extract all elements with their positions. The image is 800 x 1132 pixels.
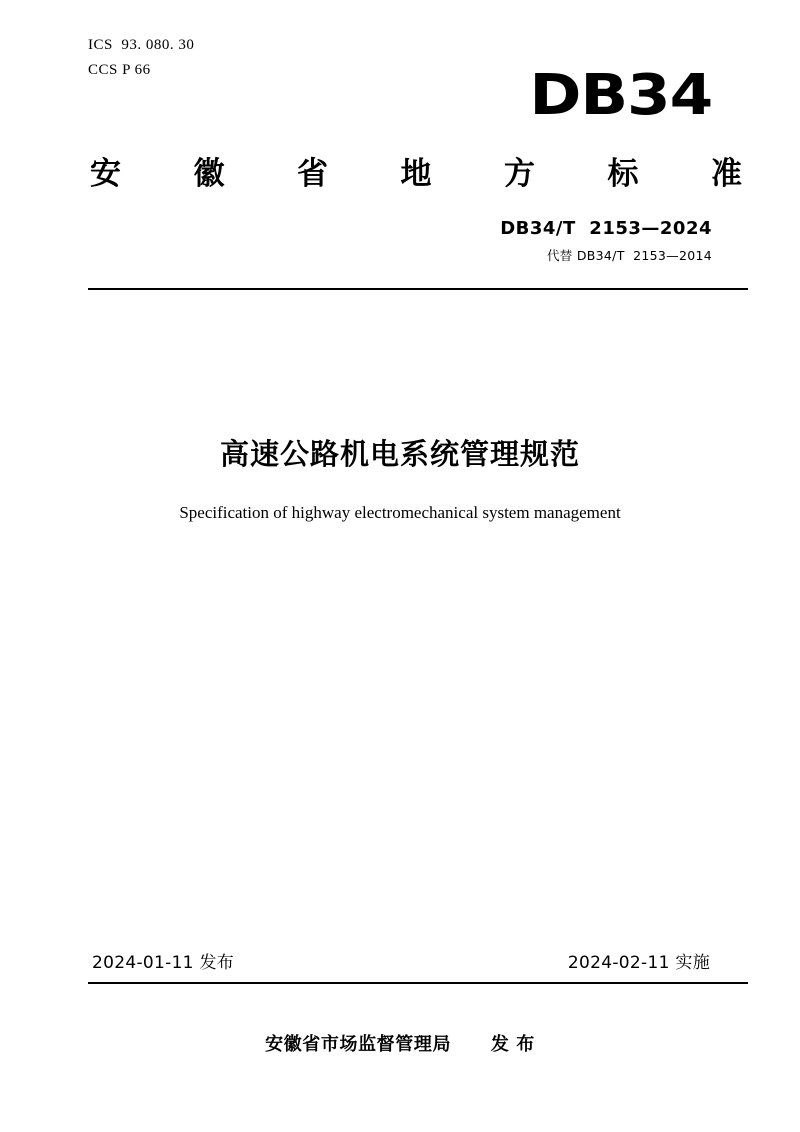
implementation-date: 2024-02-11 实施 <box>567 953 710 973</box>
std-title-char-4: 方 <box>504 156 535 192</box>
publisher-line <box>0 1030 800 1056</box>
std-title-char-5: 标 <box>607 156 639 192</box>
std-title-char-1: 徽 <box>193 156 225 192</box>
ics-code-line: ICS 93. 080. 30 <box>88 37 195 53</box>
divider-top <box>88 288 748 290</box>
publisher-publish-word: 发 布 <box>490 1034 535 1055</box>
standard-number-block <box>500 218 712 264</box>
std-title-char-3: 地 <box>400 156 432 192</box>
publisher-name: 安徽省市场监督管理局 <box>265 1034 452 1055</box>
document-title-english: Specification of highway electromechanical system management <box>179 503 621 522</box>
std-title-char-2: 省 <box>297 156 328 192</box>
db34-logo: DB34 <box>529 63 712 128</box>
standard-replaces: 代替 DB34/T 2153—2014 <box>547 248 712 263</box>
document-title-chinese: 高速公路机电系统管理规范 <box>219 437 580 471</box>
standard-number: DB34/T 2153—2024 <box>500 218 712 239</box>
standard-type-title <box>88 148 748 193</box>
std-title-char-6: 准 <box>711 156 742 192</box>
divider-bottom <box>88 982 748 984</box>
issue-date: 2024-01-11 发布 <box>92 953 235 973</box>
classification-codes <box>88 33 194 83</box>
std-title-char-0: 安 <box>90 156 121 192</box>
ccs-code-line: CCS P 66 <box>88 62 151 78</box>
